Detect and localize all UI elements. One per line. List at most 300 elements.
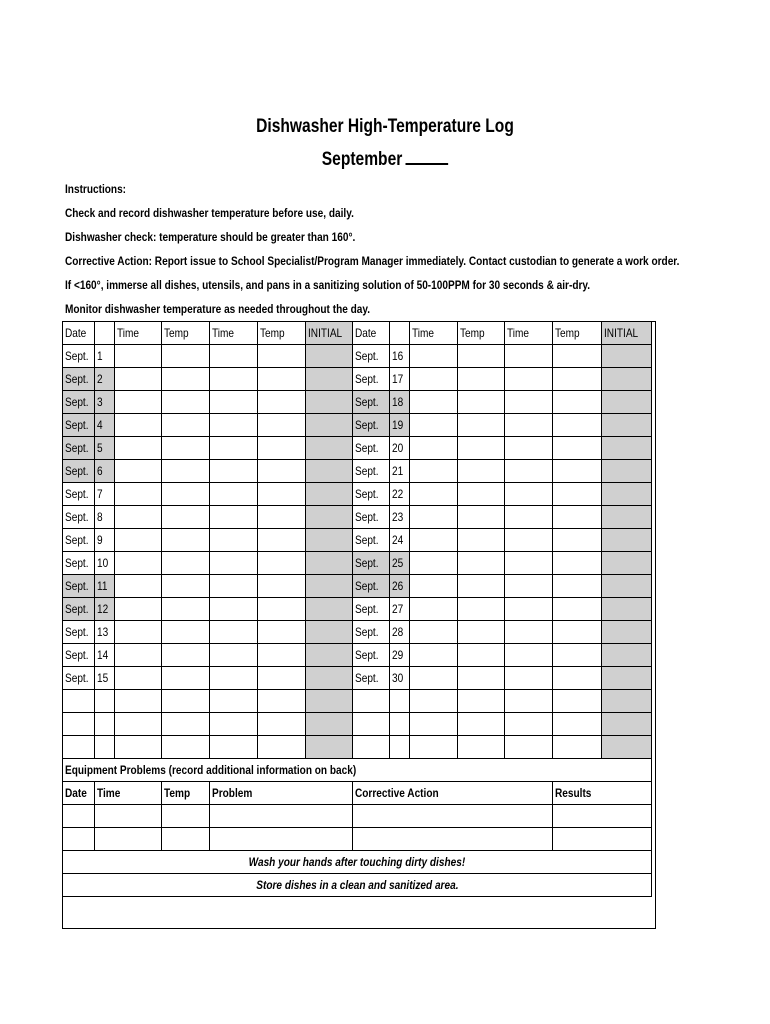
date-cell: Sept. [63, 644, 95, 667]
temp-entry-cell[interactable] [553, 621, 602, 644]
time-entry-cell[interactable] [115, 598, 162, 621]
initial-entry-cell[interactable] [306, 345, 353, 368]
time-entry-cell[interactable] [210, 552, 258, 575]
day-number-cell: 22 [390, 483, 410, 506]
day-number-cell: 7 [95, 483, 115, 506]
temp-entry-cell[interactable] [553, 713, 602, 736]
date-cell: Sept. [353, 414, 390, 437]
temp-entry-cell[interactable] [162, 598, 210, 621]
temp-entry-cell[interactable] [458, 529, 505, 552]
temp-entry-cell[interactable] [458, 621, 505, 644]
day-number-cell [95, 713, 115, 736]
date-cell: Sept. [353, 483, 390, 506]
date-cell: Sept. [63, 460, 95, 483]
time-entry-cell[interactable] [210, 483, 258, 506]
log-day-row [63, 713, 652, 736]
time-entry-cell[interactable] [210, 690, 258, 713]
temp-entry-cell[interactable] [553, 667, 602, 690]
initial-entry-cell[interactable] [306, 621, 353, 644]
time-entry-cell[interactable] [410, 345, 458, 368]
log-day-row [63, 529, 652, 552]
temp-entry-cell[interactable] [258, 598, 306, 621]
temp-entry-cell[interactable] [458, 414, 505, 437]
temp-entry-cell[interactable] [553, 529, 602, 552]
date-cell: Sept. [353, 621, 390, 644]
time-entry-cell[interactable] [115, 437, 162, 460]
time-entry-cell[interactable] [210, 598, 258, 621]
log-day-row [63, 437, 652, 460]
day-number-cell [390, 713, 410, 736]
temp-entry-cell[interactable] [162, 690, 210, 713]
temp-entry-cell[interactable] [162, 460, 210, 483]
time-entry-cell[interactable] [210, 437, 258, 460]
date-cell: Sept. [353, 437, 390, 460]
day-number-cell: 14 [95, 644, 115, 667]
temp-entry-cell[interactable] [553, 345, 602, 368]
time-entry-cell[interactable] [505, 644, 553, 667]
date-cell: Sept. [353, 460, 390, 483]
time-entry-cell[interactable] [410, 460, 458, 483]
temp-entry-cell[interactable] [258, 644, 306, 667]
temp-entry-cell[interactable] [458, 437, 505, 460]
time-entry-cell[interactable] [115, 552, 162, 575]
equipment-row [63, 805, 652, 828]
temp-entry-cell[interactable] [553, 483, 602, 506]
log-day-row [63, 414, 652, 437]
temp-entry-cell[interactable] [553, 391, 602, 414]
initial-entry-cell[interactable] [306, 644, 353, 667]
time-entry-cell[interactable] [410, 598, 458, 621]
temp-entry-cell[interactable] [258, 690, 306, 713]
log-day-row [63, 345, 652, 368]
initial-entry-cell[interactable] [306, 667, 353, 690]
temp-entry-cell[interactable] [258, 506, 306, 529]
day-number-cell: 24 [390, 529, 410, 552]
day-number-cell: 20 [390, 437, 410, 460]
initial-entry-cell[interactable] [602, 414, 652, 437]
initial-entry-cell[interactable] [602, 391, 652, 414]
time-entry-cell[interactable] [210, 529, 258, 552]
time-entry-cell[interactable] [115, 414, 162, 437]
day-number-cell: 4 [95, 414, 115, 437]
date-cell: Sept. [63, 368, 95, 391]
time-entry-cell[interactable] [210, 621, 258, 644]
temp-entry-cell[interactable] [553, 368, 602, 391]
temp-entry-cell[interactable] [162, 368, 210, 391]
time-entry-cell[interactable] [410, 621, 458, 644]
initial-entry-cell[interactable] [306, 368, 353, 391]
initial-entry-cell[interactable] [306, 690, 353, 713]
temp-entry-cell[interactable] [553, 575, 602, 598]
date-cell: Sept. [353, 552, 390, 575]
time-entry-cell[interactable] [505, 552, 553, 575]
temp-entry-cell[interactable] [458, 575, 505, 598]
temperature-log-table [62, 321, 652, 897]
day-number-cell: 8 [95, 506, 115, 529]
time-entry-cell[interactable] [410, 667, 458, 690]
temp-entry-cell[interactable] [458, 506, 505, 529]
initial-entry-cell[interactable] [306, 736, 353, 759]
time-entry-cell[interactable] [115, 529, 162, 552]
log-day-row [63, 391, 652, 414]
initial-entry-cell[interactable] [602, 506, 652, 529]
day-number-cell [95, 736, 115, 759]
day-number-cell: 15 [95, 667, 115, 690]
initial-entry-cell[interactable] [306, 529, 353, 552]
day-number-cell: 16 [390, 345, 410, 368]
time-entry-cell[interactable] [210, 506, 258, 529]
footer-row [63, 874, 652, 897]
initial-entry-cell[interactable] [602, 598, 652, 621]
log-day-row [63, 667, 652, 690]
temp-entry-cell[interactable] [162, 437, 210, 460]
time-entry-cell[interactable] [505, 345, 553, 368]
initial-entry-cell[interactable] [306, 437, 353, 460]
date-cell: Sept. [353, 391, 390, 414]
time-entry-cell[interactable] [115, 667, 162, 690]
date-cell: Sept. [353, 529, 390, 552]
time-entry-cell[interactable] [505, 414, 553, 437]
temp-entry-cell[interactable] [258, 575, 306, 598]
temp-entry-cell[interactable] [458, 598, 505, 621]
time-entry-cell[interactable] [505, 506, 553, 529]
temp-entry-cell[interactable] [553, 552, 602, 575]
eq-date-cell[interactable] [63, 828, 95, 851]
eq-problem-cell[interactable] [210, 828, 353, 851]
eq-action-cell[interactable] [353, 828, 553, 851]
date-cell [63, 713, 95, 736]
eq-header-temp: Temp [162, 782, 210, 805]
eq-header-results: Results [553, 782, 652, 805]
time-entry-cell[interactable] [410, 529, 458, 552]
initial-entry-cell[interactable] [602, 690, 652, 713]
log-day-row [63, 460, 652, 483]
temp-entry-cell[interactable] [258, 621, 306, 644]
time-entry-cell[interactable] [410, 690, 458, 713]
temp-entry-cell[interactable] [162, 575, 210, 598]
temp-entry-cell[interactable] [258, 483, 306, 506]
day-number-cell: 28 [390, 621, 410, 644]
eq-header-problem: Problem [210, 782, 353, 805]
temp-entry-cell[interactable] [162, 713, 210, 736]
temp-entry-cell[interactable] [458, 345, 505, 368]
header-initial: INITIAL [602, 322, 652, 345]
day-number-cell: 25 [390, 552, 410, 575]
date-cell: Sept. [353, 575, 390, 598]
eq-time-cell[interactable] [95, 828, 162, 851]
time-entry-cell[interactable] [505, 575, 553, 598]
temp-entry-cell[interactable] [162, 667, 210, 690]
date-cell: Sept. [353, 598, 390, 621]
temp-entry-cell[interactable] [553, 644, 602, 667]
time-entry-cell[interactable] [410, 736, 458, 759]
date-cell [353, 736, 390, 759]
instruction-line-3: Corrective Action: Report issue to School Specialist/Program Manager immediately. Contact custodian to generate a work order. [65, 254, 680, 268]
eq-date-cell[interactable] [63, 805, 95, 828]
temp-entry-cell[interactable] [162, 414, 210, 437]
date-cell: Sept. [63, 552, 95, 575]
log-day-row [63, 621, 652, 644]
header-temp: Temp [553, 322, 602, 345]
log-day-row [63, 644, 652, 667]
time-entry-cell[interactable] [505, 368, 553, 391]
initial-entry-cell[interactable] [306, 391, 353, 414]
temp-entry-cell[interactable] [162, 552, 210, 575]
eq-action-cell[interactable] [353, 805, 553, 828]
equipment-header-row [63, 782, 652, 805]
day-number-cell: 17 [390, 368, 410, 391]
date-cell: Sept. [353, 667, 390, 690]
date-cell: Sept. [63, 483, 95, 506]
time-entry-cell[interactable] [115, 690, 162, 713]
time-entry-cell[interactable] [115, 621, 162, 644]
day-number-cell [390, 736, 410, 759]
temp-entry-cell[interactable] [553, 506, 602, 529]
initial-entry-cell[interactable] [602, 575, 652, 598]
date-cell: Sept. [63, 506, 95, 529]
date-cell: Sept. [353, 506, 390, 529]
date-cell: Sept. [63, 391, 95, 414]
instruction-line-2: Dishwasher check: temperature should be greater than 160°. [65, 230, 356, 244]
day-number-cell: 1 [95, 345, 115, 368]
temp-entry-cell[interactable] [162, 529, 210, 552]
day-number-cell: 30 [390, 667, 410, 690]
header-day [390, 322, 410, 345]
time-entry-cell[interactable] [210, 667, 258, 690]
temp-entry-cell[interactable] [258, 345, 306, 368]
date-cell: Sept. [63, 598, 95, 621]
time-entry-cell[interactable] [505, 483, 553, 506]
time-entry-cell[interactable] [210, 460, 258, 483]
time-entry-cell[interactable] [115, 575, 162, 598]
temp-entry-cell[interactable] [162, 506, 210, 529]
log-day-row [63, 552, 652, 575]
temp-entry-cell[interactable] [458, 644, 505, 667]
date-cell: Sept. [63, 667, 95, 690]
date-cell: Sept. [353, 644, 390, 667]
initial-entry-cell[interactable] [602, 621, 652, 644]
eq-temp-cell[interactable] [162, 805, 210, 828]
time-entry-cell[interactable] [115, 483, 162, 506]
temp-entry-cell[interactable] [162, 644, 210, 667]
day-number-cell [95, 690, 115, 713]
date-cell: Sept. [63, 529, 95, 552]
time-entry-cell[interactable] [505, 598, 553, 621]
time-entry-cell[interactable] [410, 644, 458, 667]
initial-entry-cell[interactable] [602, 552, 652, 575]
day-number-cell: 13 [95, 621, 115, 644]
log-day-row [63, 690, 652, 713]
date-cell [353, 690, 390, 713]
time-entry-cell[interactable] [210, 368, 258, 391]
temp-entry-cell[interactable] [258, 736, 306, 759]
time-entry-cell[interactable] [505, 437, 553, 460]
footer-store-dishes: Store dishes in a clean and sanitized area. [63, 874, 652, 897]
time-entry-cell[interactable] [505, 713, 553, 736]
time-entry-cell[interactable] [115, 713, 162, 736]
temp-entry-cell[interactable] [162, 621, 210, 644]
date-cell: Sept. [63, 437, 95, 460]
time-entry-cell[interactable] [505, 621, 553, 644]
initial-entry-cell[interactable] [306, 552, 353, 575]
temp-entry-cell[interactable] [258, 667, 306, 690]
time-entry-cell[interactable] [115, 460, 162, 483]
temp-entry-cell[interactable] [258, 414, 306, 437]
log-day-row [63, 483, 652, 506]
date-cell: Sept. [353, 368, 390, 391]
time-entry-cell[interactable] [410, 368, 458, 391]
temp-entry-cell[interactable] [458, 552, 505, 575]
temp-entry-cell[interactable] [258, 713, 306, 736]
temp-entry-cell[interactable] [162, 483, 210, 506]
temp-entry-cell[interactable] [458, 736, 505, 759]
initial-entry-cell[interactable] [602, 460, 652, 483]
month-line [69, 147, 700, 171]
initial-entry-cell[interactable] [602, 483, 652, 506]
time-entry-cell[interactable] [505, 529, 553, 552]
time-entry-cell[interactable] [410, 552, 458, 575]
header-date: Date [353, 322, 390, 345]
initial-entry-cell[interactable] [602, 644, 652, 667]
time-entry-cell[interactable] [115, 345, 162, 368]
temp-entry-cell[interactable] [458, 713, 505, 736]
temp-entry-cell[interactable] [458, 368, 505, 391]
time-entry-cell[interactable] [210, 736, 258, 759]
time-entry-cell[interactable] [505, 391, 553, 414]
day-number-cell: 19 [390, 414, 410, 437]
day-number-cell: 12 [95, 598, 115, 621]
instructions-heading: Instructions: [65, 182, 127, 196]
time-entry-cell[interactable] [210, 713, 258, 736]
time-entry-cell[interactable] [410, 437, 458, 460]
date-cell [353, 713, 390, 736]
time-entry-cell[interactable] [505, 460, 553, 483]
time-entry-cell[interactable] [505, 667, 553, 690]
temp-entry-cell[interactable] [553, 437, 602, 460]
time-entry-cell[interactable] [210, 391, 258, 414]
time-entry-cell[interactable] [210, 644, 258, 667]
temp-entry-cell[interactable] [258, 460, 306, 483]
eq-header-corrective-action: Corrective Action [353, 782, 553, 805]
time-entry-cell[interactable] [505, 736, 553, 759]
time-entry-cell[interactable] [115, 736, 162, 759]
initial-entry-cell[interactable] [306, 598, 353, 621]
log-day-row [63, 598, 652, 621]
initial-entry-cell[interactable] [602, 345, 652, 368]
temp-entry-cell[interactable] [553, 598, 602, 621]
initial-entry-cell[interactable] [306, 575, 353, 598]
eq-problem-cell[interactable] [210, 805, 353, 828]
day-number-cell: 6 [95, 460, 115, 483]
date-cell: Sept. [63, 621, 95, 644]
eq-results-cell[interactable] [553, 805, 652, 828]
temp-entry-cell[interactable] [258, 437, 306, 460]
temp-entry-cell[interactable] [553, 690, 602, 713]
header-time: Time [115, 322, 162, 345]
log-header-row [63, 322, 652, 345]
temp-entry-cell[interactable] [458, 483, 505, 506]
temp-entry-cell[interactable] [162, 391, 210, 414]
time-entry-cell[interactable] [410, 391, 458, 414]
time-entry-cell[interactable] [505, 690, 553, 713]
temp-entry-cell[interactable] [258, 391, 306, 414]
temp-entry-cell[interactable] [458, 690, 505, 713]
temp-entry-cell[interactable] [162, 345, 210, 368]
temp-entry-cell[interactable] [162, 736, 210, 759]
initial-entry-cell[interactable] [602, 713, 652, 736]
temp-entry-cell[interactable] [553, 414, 602, 437]
date-cell: Sept. [63, 575, 95, 598]
time-entry-cell[interactable] [115, 368, 162, 391]
time-entry-cell[interactable] [410, 575, 458, 598]
time-entry-cell[interactable] [115, 644, 162, 667]
day-number-cell: 5 [95, 437, 115, 460]
date-cell: Sept. [63, 414, 95, 437]
instruction-line-4: If <160°, immerse all dishes, utensils, and pans in a sanitizing solution of 50-100PPM for 30 seconds & air-dry. [65, 278, 591, 292]
time-entry-cell[interactable] [115, 506, 162, 529]
temp-entry-cell[interactable] [258, 529, 306, 552]
time-entry-cell[interactable] [410, 506, 458, 529]
initial-entry-cell[interactable] [306, 713, 353, 736]
header-initial: INITIAL [306, 322, 353, 345]
day-number-cell: 29 [390, 644, 410, 667]
log-day-row [63, 368, 652, 391]
initial-entry-cell[interactable] [602, 529, 652, 552]
time-entry-cell[interactable] [115, 391, 162, 414]
time-entry-cell[interactable] [210, 575, 258, 598]
month-label: September [321, 149, 403, 170]
temp-entry-cell[interactable] [458, 667, 505, 690]
temp-entry-cell[interactable] [553, 736, 602, 759]
month-blank[interactable] [406, 147, 449, 165]
time-entry-cell[interactable] [410, 414, 458, 437]
document-title: Dishwasher High-Temperature Log [256, 116, 514, 137]
day-number-cell: 11 [95, 575, 115, 598]
day-number-cell: 10 [95, 552, 115, 575]
temp-entry-cell[interactable] [458, 391, 505, 414]
initial-entry-cell[interactable] [306, 483, 353, 506]
eq-temp-cell[interactable] [162, 828, 210, 851]
initial-entry-cell[interactable] [602, 667, 652, 690]
temp-entry-cell[interactable] [458, 460, 505, 483]
initial-entry-cell[interactable] [306, 506, 353, 529]
temp-entry-cell[interactable] [258, 552, 306, 575]
temp-entry-cell[interactable] [553, 460, 602, 483]
time-entry-cell[interactable] [210, 345, 258, 368]
initial-entry-cell[interactable] [306, 414, 353, 437]
initial-entry-cell[interactable] [602, 736, 652, 759]
initial-entry-cell[interactable] [602, 437, 652, 460]
day-number-cell: 9 [95, 529, 115, 552]
eq-header-time: Time [95, 782, 162, 805]
header-temp: Temp [258, 322, 306, 345]
initial-entry-cell[interactable] [602, 368, 652, 391]
temp-entry-cell[interactable] [258, 368, 306, 391]
eq-results-cell[interactable] [553, 828, 652, 851]
instruction-line-1: Check and record dishwasher temperature before use, daily. [65, 206, 354, 220]
initial-entry-cell[interactable] [306, 460, 353, 483]
log-day-row [63, 506, 652, 529]
eq-header-date: Date [63, 782, 95, 805]
date-cell [63, 736, 95, 759]
eq-time-cell[interactable] [95, 805, 162, 828]
time-entry-cell[interactable] [410, 713, 458, 736]
time-entry-cell[interactable] [410, 483, 458, 506]
header-day [95, 322, 115, 345]
day-number-cell: 26 [390, 575, 410, 598]
time-entry-cell[interactable] [210, 414, 258, 437]
header-time: Time [410, 322, 458, 345]
